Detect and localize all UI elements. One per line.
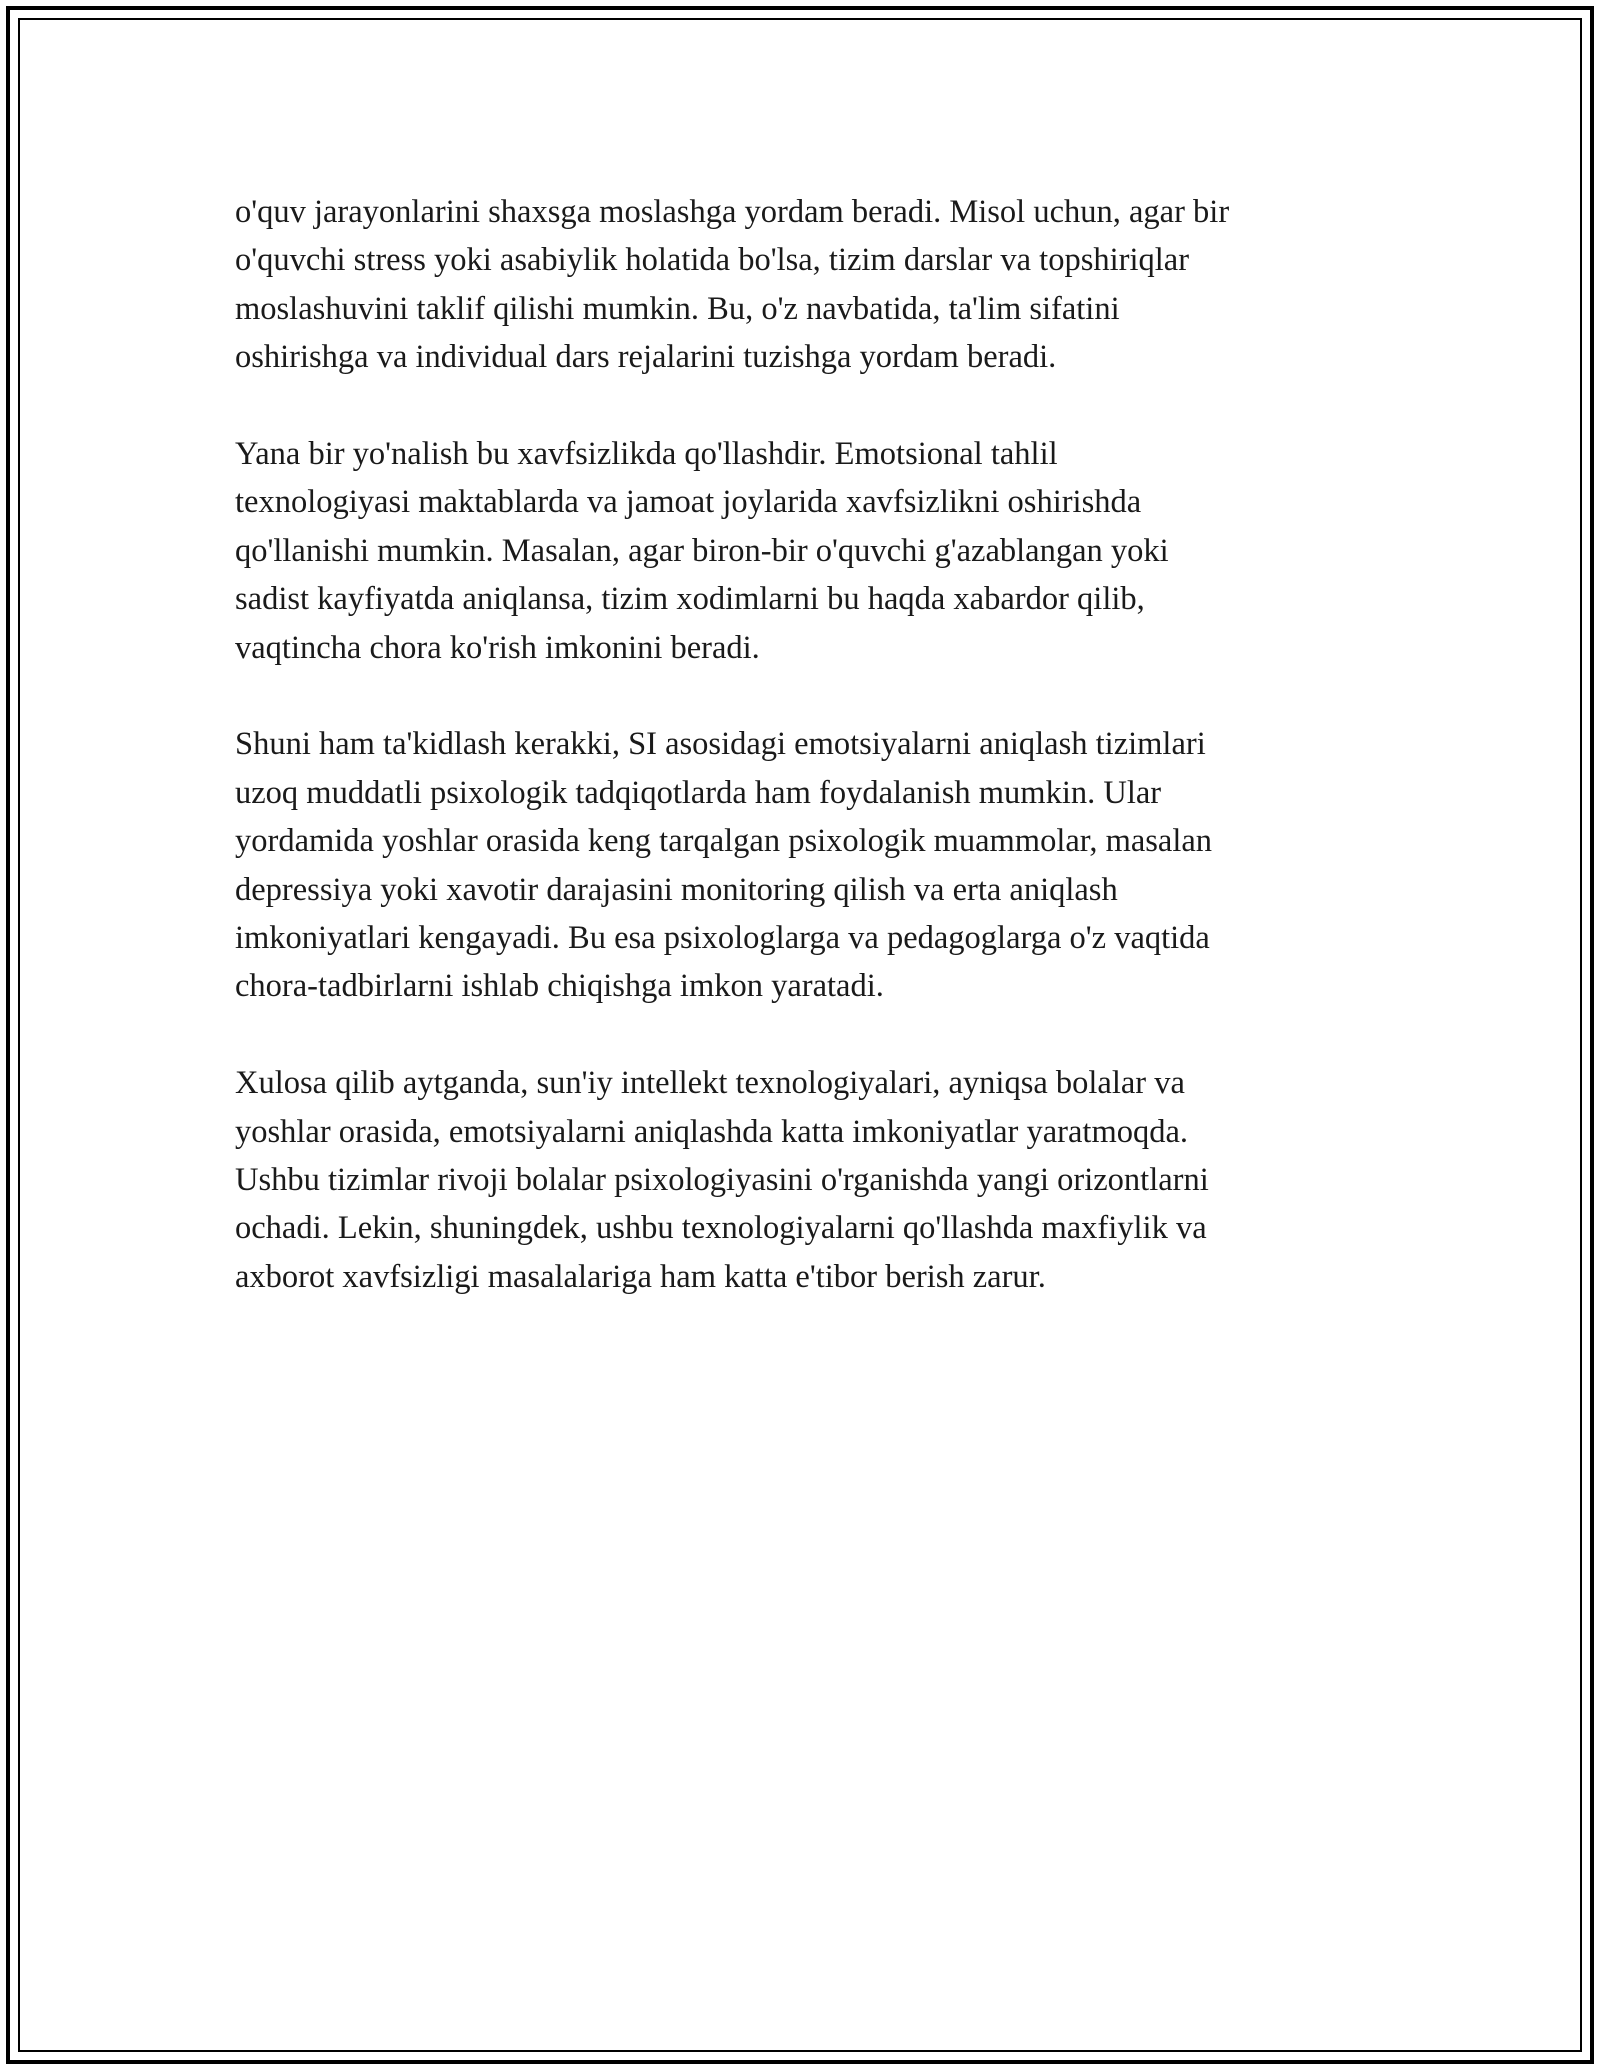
text-line: axborot xavfsizligi masalalariga ham katta e'tibor berish zarur. (235, 1258, 1046, 1295)
text-line: imkoniyatlari kengayadi. Bu esa psixologlarga va pedagoglarga o'z vaqtida (235, 920, 1210, 957)
text-line: texnologiyasi maktablarda va jamoat joylarida xavfsizlikni oshirishda (235, 484, 1142, 521)
text-line: chora-tadbirlarni ishlab chiqishga imkon yaratadi. (235, 968, 884, 1005)
paragraph-2 (235, 430, 1365, 672)
paragraph-1 (235, 188, 1365, 382)
text-line: yordamida yoshlar orasida keng tarqalgan psixologik muammolar, masalan (235, 823, 1213, 860)
text-line: oshirishga va individual dars rejalarini tuzishga yordam beradi. (235, 339, 1057, 376)
text-line: moslashuvini taklif qilishi mumkin. Bu, o'z navbatida, ta'lim sifatini (235, 290, 1120, 327)
text-line: Shuni ham ta'kidlash kerakki, SI asosidagi emotsiyalarni aniqlash tizimlari (235, 726, 1206, 763)
text-line: o'quv jarayonlarini shaxsga moslashga yordam beradi. Misol uchun, agar bir (235, 194, 1230, 230)
text-line: vaqtincha chora ko'rish imkonini beradi. (235, 629, 760, 666)
text-line: uzoq muddatli psixologik tadqiqotlarda ham foydalanish mumkin. Ular (235, 774, 1162, 811)
text-line: ochadi. Lekin, shuningdek, ushbu texnologiyalarni qo'llashda maxfiylik va (235, 1210, 1207, 1247)
text-line: o'quvchi stress yoki asabiylik holatida bo'lsa, tizim darslar va topshiriqlar (235, 242, 1190, 279)
text-line: sadist kayfiyatda aniqlansa, tizim xodimlarni bu haqda xabardor qilib, (235, 581, 1145, 618)
text-line: yoshlar orasida, emotsiyalarni aniqlashda katta imkoniyatlar yaratmoqda. (235, 1113, 1189, 1150)
text-line: depressiya yoki xavotir darajasini monitoring qilish va erta aniqlash (235, 871, 1118, 908)
text-line: Yana bir yo'nalish bu xavfsizlikda qo'llashdir. Emotsional tahlil (235, 436, 1058, 473)
document-body (235, 188, 1365, 1350)
paragraph-4 (235, 1059, 1365, 1301)
paragraph-3 (235, 720, 1365, 1010)
text-line: Xulosa qilib aytganda, sun'iy intellekt texnologiyalari, ayniqsa bolalar va (235, 1065, 1185, 1102)
text-line: qo'llanishi mumkin. Masalan, agar biron-bir o'quvchi g'azablangan yoki (235, 532, 1169, 569)
text-line: Ushbu tizimlar rivoji bolalar psixologiyasini o'rganishda yangi orizontlarni (235, 1162, 1209, 1199)
